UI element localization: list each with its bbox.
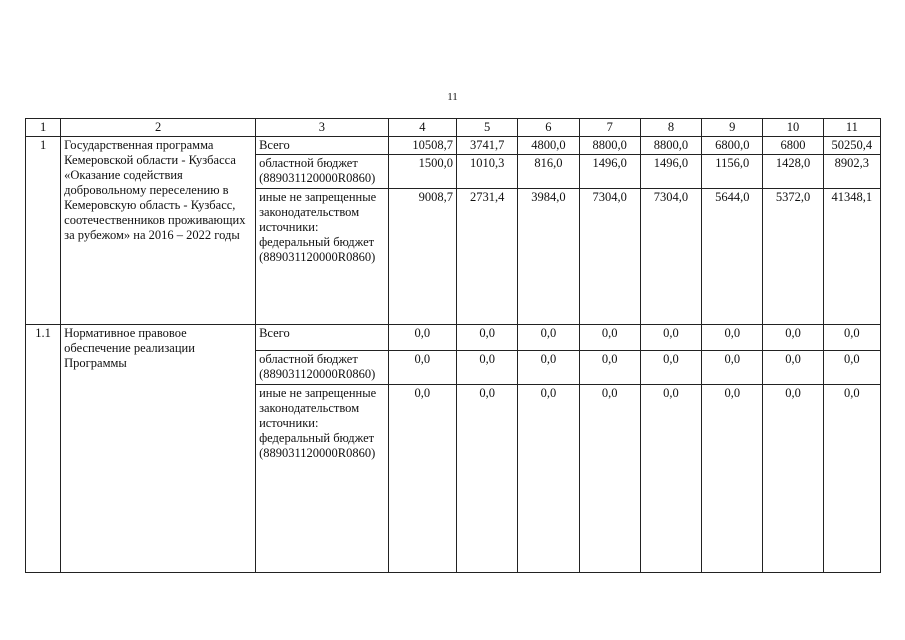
value-cell: 0,0 xyxy=(579,325,640,351)
value-cell: 0,0 xyxy=(763,351,823,385)
row-number: 1.1 xyxy=(26,325,61,573)
value-cell: 1496,0 xyxy=(579,155,640,189)
value-cell: 816,0 xyxy=(518,155,579,189)
header-cell: 6 xyxy=(518,119,579,137)
value-cell: 0,0 xyxy=(823,325,880,351)
header-cell: 10 xyxy=(763,119,823,137)
header-cell: 11 xyxy=(823,119,880,137)
value-cell: 50250,4 xyxy=(823,137,880,155)
value-cell: 1156,0 xyxy=(702,155,763,189)
value-cell: 0,0 xyxy=(702,325,763,351)
value-cell: 0,0 xyxy=(388,325,456,351)
value-cell: 8800,0 xyxy=(579,137,640,155)
value-cell: 0,0 xyxy=(518,351,579,385)
value-cell: 0,0 xyxy=(456,325,517,351)
budget-table xyxy=(25,118,881,573)
funding-source: Всего xyxy=(256,137,389,155)
funding-source: областной бюджет (889031120000R0860) xyxy=(256,351,389,385)
value-cell: 6800 xyxy=(763,137,823,155)
header-cell: 4 xyxy=(388,119,456,137)
value-cell: 7304,0 xyxy=(640,189,701,325)
header-cell: 7 xyxy=(579,119,640,137)
value-cell: 3984,0 xyxy=(518,189,579,325)
value-cell: 0,0 xyxy=(388,351,456,385)
value-cell: 1428,0 xyxy=(763,155,823,189)
header-cell: 1 xyxy=(26,119,61,137)
funding-source: Всего xyxy=(256,325,389,351)
value-cell: 0,0 xyxy=(640,325,701,351)
value-cell: 0,0 xyxy=(579,351,640,385)
program-name: Государственная программа Кемеровской области - Кузбасса «Оказание содействия добровольному переселению в Кемеровскую область - Кузбасс, соотечественников проживающих за рубежом» на 2016 – 2022 годы xyxy=(61,137,256,325)
funding-source: иные не запрещенные законодательством источники: федеральный бюджет (889031120000R0860) xyxy=(256,385,389,573)
header-cell: 2 xyxy=(61,119,256,137)
program-name: Нормативное правовое обеспечение реализации Программы xyxy=(61,325,256,573)
value-cell: 8902,3 xyxy=(823,155,880,189)
funding-source: иные не запрещенные законодательством источники: федеральный бюджет (889031120000R0860) xyxy=(256,189,389,325)
value-cell: 0,0 xyxy=(579,385,640,573)
funding-source: областной бюджет (889031120000R0860) xyxy=(256,155,389,189)
value-cell: 2731,4 xyxy=(456,189,517,325)
page-number: 11 xyxy=(447,91,458,103)
header-cell: 3 xyxy=(256,119,389,137)
value-cell: 5644,0 xyxy=(702,189,763,325)
row-number: 1 xyxy=(26,137,61,325)
value-cell: 0,0 xyxy=(518,325,579,351)
table-row xyxy=(26,137,881,155)
value-cell: 41348,1 xyxy=(823,189,880,325)
value-cell: 0,0 xyxy=(763,325,823,351)
header-cell: 5 xyxy=(456,119,517,137)
value-cell: 0,0 xyxy=(640,351,701,385)
value-cell: 6800,0 xyxy=(702,137,763,155)
header-cell: 9 xyxy=(702,119,763,137)
value-cell: 0,0 xyxy=(640,385,701,573)
value-cell: 0,0 xyxy=(763,385,823,573)
value-cell: 0,0 xyxy=(702,351,763,385)
value-cell: 1496,0 xyxy=(640,155,701,189)
value-cell: 8800,0 xyxy=(640,137,701,155)
value-cell: 3741,7 xyxy=(456,137,517,155)
value-cell: 10508,7 xyxy=(388,137,456,155)
table-row xyxy=(26,325,881,351)
value-cell: 0,0 xyxy=(456,351,517,385)
value-cell: 7304,0 xyxy=(579,189,640,325)
value-cell: 4800,0 xyxy=(518,137,579,155)
value-cell: 0,0 xyxy=(388,385,456,573)
value-cell: 0,0 xyxy=(823,385,880,573)
value-cell: 1010,3 xyxy=(456,155,517,189)
value-cell: 1500,0 xyxy=(388,155,456,189)
value-cell: 0,0 xyxy=(456,385,517,573)
value-cell: 0,0 xyxy=(702,385,763,573)
value-cell: 5372,0 xyxy=(763,189,823,325)
value-cell: 0,0 xyxy=(823,351,880,385)
header-cell: 8 xyxy=(640,119,701,137)
value-cell: 9008,7 xyxy=(388,189,456,325)
value-cell: 0,0 xyxy=(518,385,579,573)
header-row xyxy=(26,119,881,137)
